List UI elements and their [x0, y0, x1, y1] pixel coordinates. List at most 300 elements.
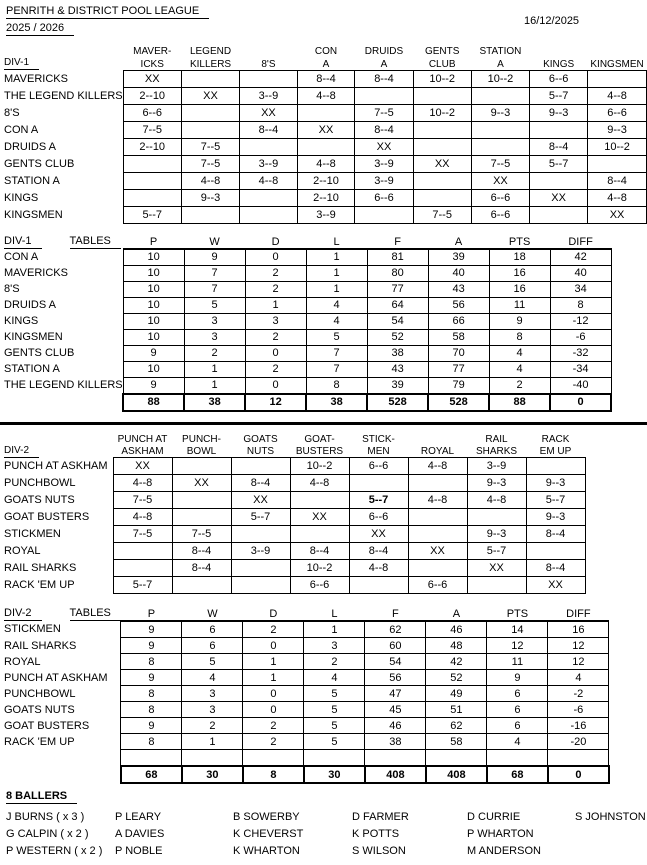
- column-header: A: [454, 235, 463, 248]
- totals-cell: 0: [550, 394, 611, 411]
- player-name: K POTTS: [352, 828, 400, 840]
- results-row: [0, 526, 585, 543]
- result-cell: XX: [290, 509, 349, 526]
- result-cell: [413, 87, 471, 104]
- stat-cell: 5: [304, 702, 365, 718]
- stat-cell: -6: [548, 702, 609, 718]
- standings-row: [0, 345, 611, 361]
- result-cell: 4--8: [408, 458, 467, 475]
- result-cell: 6--6: [530, 70, 588, 87]
- stat-cell: 10: [123, 361, 184, 377]
- result-cell: XX: [297, 121, 355, 138]
- stat-cell: -40: [550, 377, 611, 394]
- result-cell: 6--6: [355, 189, 413, 206]
- team-name: PUNCHBOWL: [4, 477, 76, 489]
- stat-cell: 3: [245, 313, 306, 329]
- column-header: KINGS: [543, 58, 575, 70]
- div1-label: DIV-1: [4, 57, 39, 70]
- stat-cell: 3: [184, 313, 245, 329]
- stat-cell: 1: [306, 281, 367, 297]
- division-label-cell: [0, 433, 113, 445]
- stat-cell: 47: [365, 686, 426, 702]
- result-cell: 5--7: [123, 206, 181, 223]
- stat-cell: 9: [123, 345, 184, 361]
- standings-header-row: [0, 604, 609, 621]
- totals-label: [0, 766, 121, 783]
- stat-cell: 1: [306, 265, 367, 281]
- results-row: [0, 121, 647, 138]
- result-cell: [123, 189, 181, 206]
- tables-sublabel: TABLES: [70, 235, 121, 249]
- stat-cell: 80: [367, 265, 428, 281]
- column-header: W: [207, 608, 218, 620]
- standings-row: [0, 361, 611, 377]
- stat-cell: 2: [243, 621, 304, 638]
- result-cell: 9--3: [526, 475, 585, 492]
- empty-row: [0, 750, 609, 767]
- division-label-cell: [0, 57, 123, 70]
- result-cell: 5--7: [231, 509, 290, 526]
- totals-cell: 30: [304, 766, 365, 783]
- team-name: STICKMEN: [4, 528, 61, 540]
- result-cell: [413, 138, 471, 155]
- team-name: GOAT BUSTERS: [4, 511, 90, 523]
- stat-cell: 4: [487, 734, 548, 750]
- column-header: ROYAL: [420, 446, 455, 457]
- result-cell: 9--3: [526, 509, 585, 526]
- column-header: CLUB: [428, 58, 456, 70]
- standings-row: [0, 718, 609, 734]
- team-name: GENTS CLUB: [4, 157, 75, 170]
- result-cell: [530, 206, 588, 223]
- result-cell: [113, 543, 172, 560]
- result-cell: 9--3: [588, 121, 647, 138]
- stat-cell: -6: [550, 329, 611, 345]
- results-header-row: [0, 45, 647, 57]
- result-cell: XX: [231, 492, 290, 509]
- div2-results-grid: [0, 433, 647, 595]
- result-cell: [172, 458, 231, 475]
- result-cell: [471, 138, 529, 155]
- stat-cell: 56: [365, 670, 426, 686]
- stat-cell: 46: [426, 621, 487, 638]
- player-name: S JOHNSTON: [575, 811, 646, 823]
- totals-cell: 408: [426, 766, 487, 783]
- column-header: D: [269, 608, 278, 620]
- result-cell: [240, 189, 297, 206]
- standings-header-row: [0, 232, 611, 249]
- team-name: RAIL SHARKS: [4, 639, 77, 652]
- result-cell: 6--6: [123, 104, 181, 121]
- stat-cell: 4: [489, 345, 550, 361]
- result-cell: 7--5: [172, 526, 231, 543]
- column-header: DRUIDS: [364, 46, 404, 57]
- result-cell: 6--6: [290, 577, 349, 594]
- column-header: NUTS: [246, 446, 275, 457]
- result-cell: 4--8: [349, 560, 408, 577]
- result-cell: 9--3: [181, 189, 239, 206]
- stat-cell: 6: [487, 686, 548, 702]
- result-cell: [408, 509, 467, 526]
- result-cell: 3--9: [297, 206, 355, 223]
- result-cell: XX: [526, 577, 585, 594]
- team-name: 8'S: [4, 283, 20, 295]
- totals-cell: 38: [306, 394, 367, 411]
- player-name: M ANDERSON: [467, 845, 541, 857]
- team-name: GOAT BUSTERS: [4, 719, 90, 732]
- result-cell: [467, 577, 526, 594]
- result-cell: 5--7: [467, 543, 526, 560]
- result-cell: 7--5: [413, 206, 471, 223]
- column-header: EM UP: [539, 446, 572, 457]
- result-cell: 5--7: [113, 577, 172, 594]
- column-header: BUSTERS: [295, 446, 344, 457]
- stat-cell: 9: [121, 718, 182, 734]
- result-cell: 4--8: [113, 475, 172, 492]
- stat-cell: 43: [367, 361, 428, 377]
- team-name: STATION A: [4, 174, 60, 187]
- stat-cell: 0: [243, 702, 304, 718]
- div1-results-grid: [0, 45, 647, 224]
- player-name: S WILSON: [352, 845, 406, 857]
- team-name: PUNCH AT ASKHAM: [4, 671, 108, 684]
- player-column: [575, 809, 646, 826]
- stat-cell: 16: [489, 281, 550, 297]
- result-cell: XX: [467, 560, 526, 577]
- stat-cell: 9: [184, 249, 245, 266]
- column-header: PTS: [508, 235, 531, 248]
- empty-cell: [121, 750, 182, 767]
- team-name: THE LEGEND KILLERS: [4, 89, 123, 102]
- result-cell: 3--9: [355, 172, 413, 189]
- team-name: DRUIDS A: [4, 299, 56, 311]
- stat-cell: 1: [184, 361, 245, 377]
- team-name: 8'S: [4, 106, 20, 119]
- result-cell: [408, 475, 467, 492]
- stat-cell: 6: [182, 621, 243, 638]
- result-cell: [181, 104, 239, 121]
- stat-cell: 7: [184, 281, 245, 297]
- result-cell: [240, 206, 297, 223]
- team-name: RACK 'EM UP: [4, 735, 75, 748]
- result-cell: [231, 458, 290, 475]
- team-name: GOATS NUTS: [4, 703, 75, 716]
- result-cell: XX: [408, 543, 467, 560]
- result-cell: XX: [355, 138, 413, 155]
- stat-cell: 9: [487, 670, 548, 686]
- result-cell: 10--2: [290, 560, 349, 577]
- team-name: DRUIDS A: [4, 140, 56, 153]
- result-cell: [181, 121, 239, 138]
- result-cell: [349, 475, 408, 492]
- empty-cell: [487, 750, 548, 767]
- result-cell: 7--5: [181, 155, 239, 172]
- stat-cell: 2: [245, 265, 306, 281]
- result-cell: 8--4: [355, 121, 413, 138]
- stat-cell: 5: [304, 734, 365, 750]
- stat-cell: 10: [123, 281, 184, 297]
- page-title: PENRITH & DISTRICT POOL LEAGUE: [6, 5, 209, 19]
- stat-cell: 2: [243, 718, 304, 734]
- stat-cell: 45: [365, 702, 426, 718]
- result-cell: [588, 155, 647, 172]
- stat-cell: 14: [487, 621, 548, 638]
- result-cell: [355, 206, 413, 223]
- stat-cell: 2: [245, 281, 306, 297]
- stat-cell: 4: [182, 670, 243, 686]
- stat-cell: 40: [550, 265, 611, 281]
- stat-cell: 2: [245, 329, 306, 345]
- division-label-cell: [0, 445, 113, 458]
- empty-cell: [426, 750, 487, 767]
- stat-cell: 9: [121, 638, 182, 654]
- player-name: P LEARY: [115, 811, 162, 823]
- totals-label: [0, 394, 123, 411]
- div1_table-label: DIV-1: [4, 235, 42, 249]
- standings-row: [0, 249, 611, 266]
- stat-cell: 56: [428, 297, 489, 313]
- column-header: RAIL: [485, 433, 508, 445]
- result-cell: 3--9: [240, 87, 297, 104]
- result-cell: 5--7: [526, 492, 585, 509]
- result-cell: [290, 526, 349, 543]
- column-header: GENTS: [424, 46, 460, 57]
- column-header: MAVER-: [133, 46, 172, 57]
- report-date: 16/12/2025: [524, 15, 580, 27]
- stat-cell: 10: [123, 329, 184, 345]
- stat-cell: 3: [184, 329, 245, 345]
- result-cell: XX: [172, 475, 231, 492]
- stat-cell: 42: [550, 249, 611, 266]
- totals-cell: 68: [487, 766, 548, 783]
- column-header: MEN: [367, 446, 390, 457]
- player-column: [233, 809, 303, 860]
- standings-row: [0, 686, 609, 702]
- result-cell: 5--7: [530, 87, 588, 104]
- stat-cell: -2: [548, 686, 609, 702]
- div2_table-label: DIV-2: [4, 607, 42, 621]
- stat-cell: 8: [306, 377, 367, 394]
- result-cell: 9--3: [467, 526, 526, 543]
- stat-cell: 58: [428, 329, 489, 345]
- result-cell: [123, 172, 181, 189]
- result-cell: XX: [349, 526, 408, 543]
- stat-cell: 81: [367, 249, 428, 266]
- result-cell: 7--5: [113, 492, 172, 509]
- results-row: [0, 475, 585, 492]
- totals-cell: 528: [428, 394, 489, 411]
- standings-row: [0, 265, 611, 281]
- stat-cell: 3: [304, 638, 365, 654]
- result-cell: [231, 560, 290, 577]
- stat-cell: 9: [121, 670, 182, 686]
- stat-cell: 62: [365, 621, 426, 638]
- empty-cell: [548, 750, 609, 767]
- totals-cell: 88: [123, 394, 184, 411]
- stat-cell: 34: [550, 281, 611, 297]
- stat-cell: 51: [426, 702, 487, 718]
- result-cell: [113, 560, 172, 577]
- stat-cell: 10: [123, 313, 184, 329]
- result-cell: 4--8: [297, 155, 355, 172]
- team-name: CON A: [4, 123, 39, 136]
- stat-cell: 3: [182, 686, 243, 702]
- player-name: D CURRIE: [467, 811, 521, 823]
- column-header: [588, 45, 647, 57]
- player-column: [6, 809, 102, 860]
- player-name: G CALPIN ( x 2 ): [6, 828, 89, 840]
- result-cell: XX: [113, 458, 172, 475]
- stat-cell: 5: [304, 686, 365, 702]
- result-cell: [526, 458, 585, 475]
- stat-cell: 5: [306, 329, 367, 345]
- standings-row: [0, 654, 609, 670]
- team-name: RAIL SHARKS: [4, 562, 77, 574]
- result-cell: 4--8: [467, 492, 526, 509]
- totals-row: [0, 766, 609, 783]
- stat-cell: 4: [306, 297, 367, 313]
- result-cell: 7--5: [123, 121, 181, 138]
- team-name: PUNCHBOWL: [4, 687, 76, 700]
- division-label-cell: [0, 45, 123, 57]
- result-cell: XX: [530, 189, 588, 206]
- result-cell: 4--8: [297, 87, 355, 104]
- stat-cell: 10: [123, 297, 184, 313]
- stat-cell: 7: [306, 361, 367, 377]
- column-header: KINGSMEN: [590, 58, 644, 70]
- results-row: [0, 70, 647, 87]
- column-header: L: [333, 235, 340, 248]
- stat-cell: 5: [304, 718, 365, 734]
- tables-sublabel: TABLES: [70, 607, 121, 621]
- result-cell: 4--8: [408, 492, 467, 509]
- stat-cell: 39: [367, 377, 428, 394]
- result-cell: XX: [123, 70, 181, 87]
- player-name: K WHARTON: [233, 845, 300, 857]
- stat-cell: 0: [245, 345, 306, 361]
- standings-row: [0, 313, 611, 329]
- column-header: W: [209, 235, 220, 248]
- column-header: A: [497, 58, 504, 70]
- stat-cell: 10: [123, 265, 184, 281]
- result-cell: 3--9: [467, 458, 526, 475]
- column-header: A: [452, 608, 461, 620]
- column-header: KILLERS: [189, 58, 232, 70]
- div2-label: DIV-2: [4, 445, 39, 458]
- stat-cell: 1: [245, 297, 306, 313]
- stat-cell: 0: [245, 377, 306, 394]
- column-header: PUNCH AT: [117, 433, 168, 445]
- stat-cell: 1: [182, 734, 243, 750]
- player-name: J BURNS ( x 3 ): [6, 811, 85, 823]
- result-cell: [181, 70, 239, 87]
- column-header: 8'S: [261, 58, 276, 70]
- result-cell: 4--8: [240, 172, 297, 189]
- stat-cell: 12: [487, 638, 548, 654]
- column-header: [530, 45, 588, 57]
- result-cell: 3--9: [231, 543, 290, 560]
- results-row: [0, 172, 647, 189]
- stat-cell: 43: [428, 281, 489, 297]
- stat-cell: -12: [550, 313, 611, 329]
- season-label: 2025 / 2026: [6, 22, 74, 36]
- team-name: GOATS NUTS: [4, 494, 75, 506]
- stat-cell: 11: [487, 654, 548, 670]
- result-cell: 9--3: [471, 104, 529, 121]
- totals-cell: 68: [121, 766, 182, 783]
- stat-cell: 54: [367, 313, 428, 329]
- division-label-cell: [0, 604, 121, 621]
- result-cell: 3--9: [240, 155, 297, 172]
- stat-cell: 39: [428, 249, 489, 266]
- column-header: A: [380, 58, 388, 70]
- stat-cell: 9: [123, 377, 184, 394]
- result-cell: 4--8: [588, 189, 647, 206]
- team-name: MAVERICKS: [4, 72, 68, 85]
- stat-cell: 1: [243, 670, 304, 686]
- column-header: DIFF: [566, 608, 591, 620]
- result-cell: 8--4: [231, 475, 290, 492]
- result-cell: [172, 577, 231, 594]
- stat-cell: 2: [184, 345, 245, 361]
- div1-results-table: [0, 45, 647, 224]
- result-cell: [231, 526, 290, 543]
- stat-cell: 1: [243, 654, 304, 670]
- stat-cell: 1: [184, 377, 245, 394]
- results-header-row: [0, 57, 647, 70]
- player-name: A DAVIES: [115, 828, 165, 840]
- standings-row: [0, 670, 609, 686]
- standings-row: [0, 702, 609, 718]
- totals-row: [0, 394, 611, 411]
- result-cell: 6--6: [588, 104, 647, 121]
- result-cell: [181, 206, 239, 223]
- result-cell: 2--10: [123, 87, 181, 104]
- team-name: STATION A: [4, 363, 60, 375]
- result-cell: 3--9: [355, 155, 413, 172]
- stat-cell: 6: [487, 702, 548, 718]
- column-header: F: [394, 235, 401, 248]
- column-header: CON: [314, 46, 338, 57]
- results-row: [0, 560, 585, 577]
- section-divider: [0, 422, 647, 425]
- totals-cell: 0: [548, 766, 609, 783]
- result-cell: XX: [588, 206, 647, 223]
- totals-cell: 30: [182, 766, 243, 783]
- stat-cell: 2: [182, 718, 243, 734]
- team-name: ROYAL: [4, 545, 41, 557]
- div2-standings-table: [0, 604, 647, 784]
- result-cell: 8--4: [240, 121, 297, 138]
- team-name: THE LEGEND KILLERS: [4, 379, 123, 392]
- column-header: A: [322, 58, 330, 70]
- player-name: D FARMER: [352, 811, 409, 823]
- column-header: GOAT-: [304, 433, 335, 445]
- division-label-cell: [0, 232, 123, 249]
- stat-cell: 4: [306, 313, 367, 329]
- stat-cell: 0: [245, 249, 306, 266]
- stat-cell: 2: [304, 654, 365, 670]
- stat-cell: 40: [428, 265, 489, 281]
- standings-row: [0, 297, 611, 313]
- stat-cell: 1: [304, 621, 365, 638]
- stat-cell: 60: [365, 638, 426, 654]
- stat-cell: 38: [365, 734, 426, 750]
- stat-cell: 58: [426, 734, 487, 750]
- column-header: ASKHAM: [121, 446, 164, 457]
- result-cell: [240, 138, 297, 155]
- stat-cell: 16: [548, 621, 609, 638]
